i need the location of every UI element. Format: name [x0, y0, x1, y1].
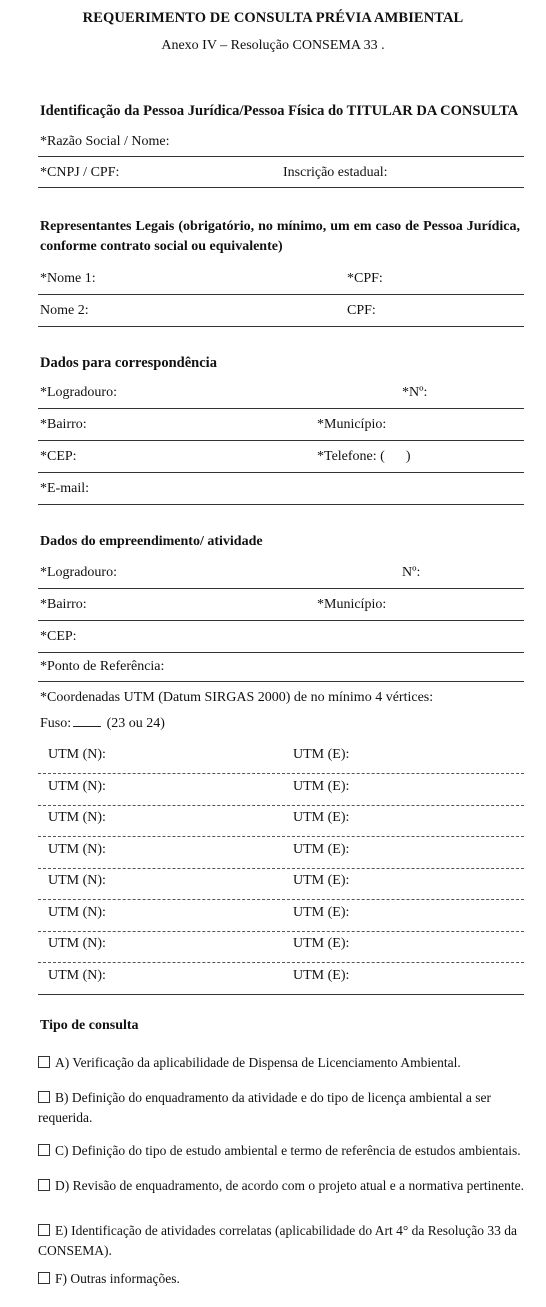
- utm-n-label: UTM (N):: [48, 841, 106, 857]
- utm-row[interactable]: [38, 932, 524, 963]
- utm-e-label: UTM (E):: [293, 747, 350, 762]
- nome2-label: Nome 2:: [40, 303, 89, 318]
- utm-row[interactable]: [38, 775, 524, 806]
- utm-n-label: UTM (N):: [48, 904, 106, 920]
- corr-logradouro-field[interactable]: [38, 377, 524, 409]
- utm-e-label: UTM (E):: [293, 904, 350, 920]
- document-title: REQUERIMENTO DE CONSULTA PRÉVIA AMBIENTAL: [82, 10, 464, 26]
- corr-logradouro-label: *Logradouro:: [40, 385, 117, 400]
- emp-numero-label: Nº:: [402, 565, 421, 580]
- emp-referencia-field[interactable]: [38, 653, 524, 682]
- fuso-hint: (23 ou 24): [106, 716, 165, 731]
- emp-bairro-label: *Bairro:: [40, 597, 87, 612]
- consulta-heading: Tipo de consulta: [40, 1018, 139, 1033]
- option-c[interactable]: [38, 1141, 528, 1161]
- corr-telefone-label: *Telefone: ( ): [317, 449, 411, 464]
- emp-municipio-label: *Município:: [317, 597, 387, 612]
- option-f-label: F) Outras informações.: [55, 1271, 180, 1286]
- utm-n-label: UTM (N):: [48, 778, 106, 794]
- option-a-label: A) Verificação da aplicabilidade de Dispensa de Licenciamento Ambiental.: [55, 1055, 461, 1070]
- utm-e-label: UTM (E):: [293, 810, 350, 825]
- corr-municipio-label: *Município:: [317, 417, 387, 432]
- utm-n-label: UTM (N):: [48, 967, 106, 983]
- utm-row[interactable]: [38, 901, 524, 932]
- corr-bairro-field[interactable]: [38, 409, 524, 441]
- checkbox-icon[interactable]: [38, 1179, 50, 1191]
- utm-e-label: UTM (E):: [293, 841, 350, 857]
- utm-e-label: UTM (E):: [293, 873, 350, 888]
- nome1-field[interactable]: [38, 263, 524, 295]
- utm-n-label: UTM (N):: [48, 747, 106, 762]
- utm-n-label: UTM (N):: [48, 873, 106, 888]
- emp-logradouro-field[interactable]: [38, 557, 524, 589]
- corr-email-label: *E-mail:: [40, 481, 89, 496]
- option-e[interactable]: [38, 1221, 528, 1261]
- option-f[interactable]: [38, 1269, 528, 1289]
- checkbox-icon[interactable]: [38, 1056, 50, 1068]
- empreendimento-heading: Dados do empreendimento/ atividade: [40, 534, 263, 549]
- option-e-label: E) Identificação de atividades correlatas (aplicabilidade do Art 4° da Resolução 33 da CONSEMA).: [38, 1223, 517, 1258]
- utm-row[interactable]: [38, 964, 524, 995]
- checkbox-icon[interactable]: [38, 1272, 50, 1284]
- checkbox-icon[interactable]: [38, 1224, 50, 1236]
- option-d[interactable]: [38, 1176, 528, 1196]
- corr-numero-label: *Nº:: [402, 385, 428, 400]
- option-d-label: D) Revisão de enquadramento, de acordo com o projeto atual e a normativa pertinente.: [55, 1178, 524, 1193]
- corr-email-field[interactable]: [38, 473, 524, 505]
- utm-e-label: UTM (E):: [293, 936, 350, 951]
- fuso-label: Fuso:: [40, 716, 72, 731]
- cnpj-label: *CNPJ / CPF:: [40, 165, 120, 180]
- razao-social-label: *Razão Social / Nome:: [40, 134, 170, 149]
- fuso-line: [40, 714, 165, 732]
- utm-row[interactable]: [38, 869, 524, 900]
- utm-e-label: UTM (E):: [293, 967, 350, 983]
- emp-cep-label: *CEP:: [40, 629, 77, 644]
- corr-cep-field[interactable]: [38, 441, 524, 473]
- document-subtitle: Anexo IV – Resolução CONSEMA 33 .: [161, 38, 385, 53]
- utm-n-label: UTM (N):: [48, 810, 106, 825]
- fuso-input[interactable]: [73, 714, 101, 727]
- utm-row[interactable]: [38, 743, 524, 774]
- emp-logradouro-label: *Logradouro:: [40, 565, 117, 580]
- titular-heading: Identificação da Pessoa Jurídica/Pessoa Física do TITULAR DA CONSULTA: [40, 103, 519, 119]
- coordenadas-label: *Coordenadas UTM (Datum SIRGAS 2000) de no mínimo 4 vértices:: [40, 690, 434, 705]
- inscricao-label: Inscrição estadual:: [283, 165, 388, 180]
- utm-e-label: UTM (E):: [293, 778, 350, 794]
- cnpj-field[interactable]: [38, 157, 524, 188]
- emp-referencia-label: *Ponto de Referência:: [40, 659, 165, 674]
- utm-n-label: UTM (N):: [48, 936, 106, 951]
- utm-row[interactable]: [38, 806, 524, 837]
- razao-social-field[interactable]: [38, 126, 524, 157]
- corr-cep-label: *CEP:: [40, 449, 77, 464]
- correspondencia-heading: Dados para correspondência: [40, 355, 217, 371]
- cpf1-label: *CPF:: [347, 271, 383, 286]
- nome1-label: *Nome 1:: [40, 271, 96, 286]
- emp-cep-field[interactable]: [38, 621, 524, 653]
- cpf2-label: CPF:: [347, 303, 376, 318]
- utm-row[interactable]: [38, 838, 524, 869]
- corr-bairro-label: *Bairro:: [40, 417, 87, 432]
- option-c-label: C) Definição do tipo de estudo ambiental e termo de referência de estudos ambientais.: [55, 1143, 521, 1158]
- checkbox-icon[interactable]: [38, 1144, 50, 1156]
- representantes-heading: Representantes Legais (obrigatório, no mínimo, um em caso de Pessoa Jurídica, conforme contrato social ou equivalente): [40, 219, 520, 254]
- nome2-field[interactable]: [38, 295, 524, 327]
- option-b[interactable]: [38, 1088, 528, 1128]
- option-b-label: B) Definição do enquadramento da atividade e do tipo de licença ambiental a ser requerida.: [38, 1090, 491, 1125]
- emp-bairro-field[interactable]: [38, 589, 524, 621]
- checkbox-icon[interactable]: [38, 1091, 50, 1103]
- option-a[interactable]: [38, 1053, 528, 1073]
